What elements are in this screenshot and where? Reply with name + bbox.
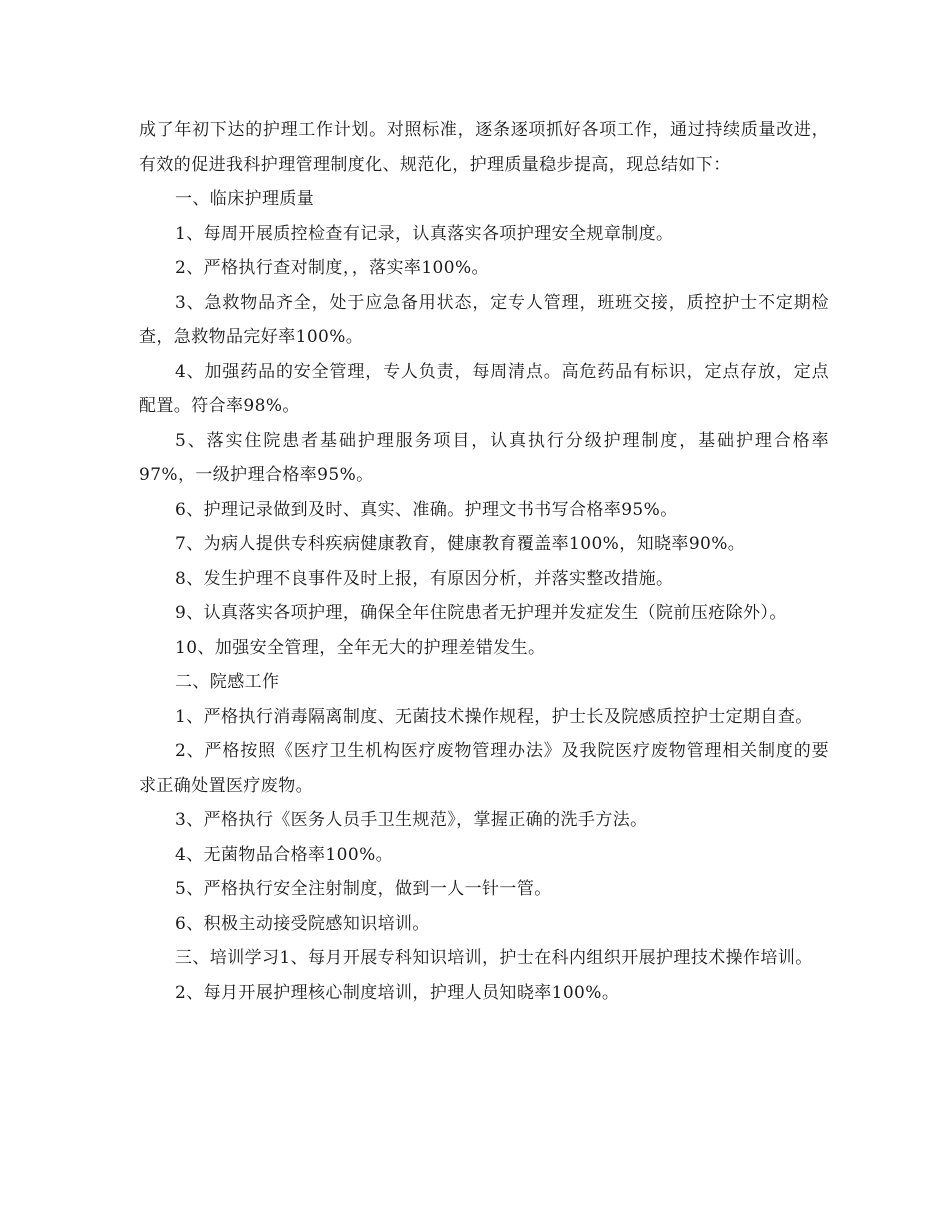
section-heading-clinical-nursing-quality: 一、临床护理质量: [175, 189, 315, 209]
list-item: 7、为病人提供专科疾病健康教育，健康教育覆盖率100%，知晓率90%。: [175, 534, 746, 554]
list-item: 1、每周开展质控检查有记录，认真落实各项护理安全规章制度。: [175, 223, 674, 244]
list-item: 1、严格执行消毒隔离制度、无菌技术操作规程，护士长及院感质控护士定期自查。: [175, 706, 813, 727]
list-item: 2、每月开展护理核心制度培训，护理人员知晓率100%。: [175, 982, 620, 1003]
list-item: 3、急救物品齐全，处于应急备用状态，定专人管理，班班交接，质控护士不定期检查，急救物品完好率100%。: [139, 292, 829, 347]
list-item: 5、严格执行安全注射制度，做到一人一针一管。: [175, 879, 552, 899]
list-item: 5、落实住院患者基础护理服务项目，认真执行分级护理制度，基础护理合格率97%，一级护理合格率95%。: [139, 430, 829, 485]
document-body: [139, 113, 829, 1010]
section-heading-infection-control: 二、院感工作: [175, 672, 280, 692]
paragraph-intro-continuation: 成了年初下达的护理工作计划。对照标准，逐条逐项抓好各项工作，通过持续质量改进，有效的促进我科护理管理制度化、规范化，护理质量稳步提高，现总结如下：: [139, 120, 829, 175]
list-item: 2、严格按照《医疗卫生机构医疗废物管理办法》及我院医疗废物管理相关制度的要求正确处置医疗废物。: [139, 741, 829, 796]
list-item: 8、发生护理不良事件及时上报，有原因分析，并落实整改措施。: [175, 568, 674, 589]
list-item: 9、认真落实各项护理，确保全年住院患者无护理并发症发生（院前压疮除外）。: [175, 603, 787, 623]
section-heading-training: 三、培训学习1、每月开展专科知识培训，护士在科内组织开展护理技术操作培训。: [175, 948, 813, 968]
list-item: 10、加强安全管理，全年无大的护理差错发生。: [175, 637, 546, 658]
list-item: 4、无菌物品合格率100%。: [175, 844, 394, 865]
list-item: 2、严格执行查对制度，，落实率100%。: [175, 258, 489, 278]
list-item: 4、加强药品的安全管理，专人负责，每周清点。高危药品有标识，定点存放，定点配置。符合率98%。: [139, 361, 829, 416]
list-item: 3、严格执行《医务人员手卫生规范》，掌握正确的洗手方法。: [175, 810, 648, 830]
list-item: 6、积极主动接受院感知识培训。: [175, 913, 430, 934]
list-item: 6、护理记录做到及时、真实、准确。护理文书书写合格率95%。: [175, 499, 678, 520]
